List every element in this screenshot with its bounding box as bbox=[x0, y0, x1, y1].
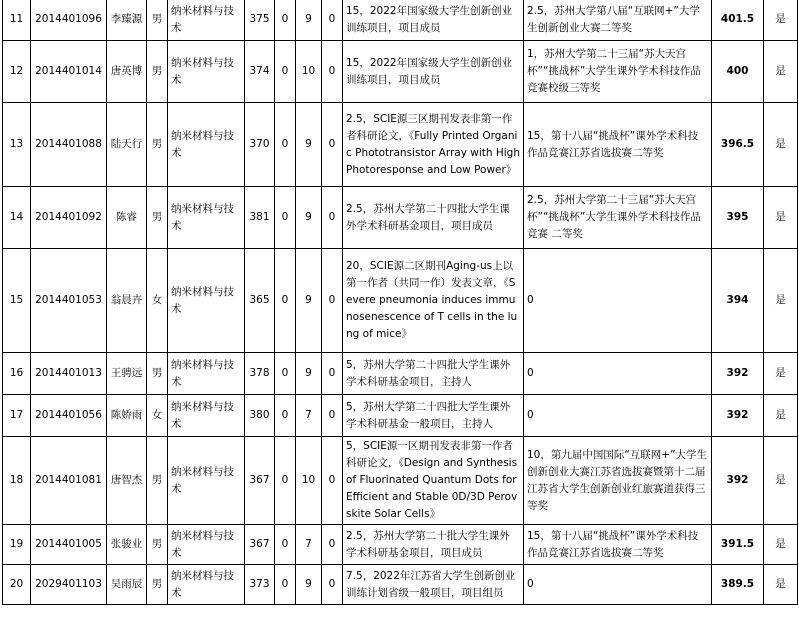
cell-competition-achievement: 0 bbox=[524, 395, 712, 437]
cell-student-name: 陈娇雨 bbox=[107, 395, 147, 437]
cell-result: 是 bbox=[764, 437, 798, 525]
cell-gender: 女 bbox=[147, 395, 168, 437]
cell-student-name: 唐智杰 bbox=[107, 437, 147, 525]
cell-bonus-3: 0 bbox=[322, 41, 343, 103]
cell-student-id: 2029401103 bbox=[31, 565, 107, 605]
cell-major: 纳米材料与技术 bbox=[168, 187, 245, 249]
cell-research-achievement: 2.5，SCIE源三区期刊发表非第一作者科研论文，《Fully Printed Organic Phototransistor Array with High Photoresponse and Low Power》 bbox=[343, 103, 524, 187]
cell-competition-achievement: 0 bbox=[524, 353, 712, 395]
cell-result: 是 bbox=[764, 249, 798, 353]
cell-bonus-2: 9 bbox=[296, 103, 322, 187]
table-body bbox=[3, 0, 798, 605]
cell-competition-achievement: 1，苏州大学第二十三届“苏大天宫杯”“挑战杯”大学生课外学术科技作品竞赛校级三等奖 bbox=[524, 41, 712, 103]
cell-student-id: 2014401056 bbox=[31, 395, 107, 437]
ranking-table bbox=[2, 0, 798, 605]
cell-row-number: 18 bbox=[3, 437, 31, 525]
table-row bbox=[3, 0, 798, 41]
cell-bonus-1: 0 bbox=[275, 103, 296, 187]
cell-score: 381 bbox=[245, 187, 275, 249]
cell-total-score: 389.5 bbox=[712, 565, 764, 605]
cell-student-id: 2014401053 bbox=[31, 249, 107, 353]
cell-student-name: 陆天行 bbox=[107, 103, 147, 187]
cell-score: 367 bbox=[245, 437, 275, 525]
cell-bonus-3: 0 bbox=[322, 249, 343, 353]
cell-row-number: 19 bbox=[3, 525, 31, 565]
cell-gender: 男 bbox=[147, 525, 168, 565]
cell-student-name: 翁晨卉 bbox=[107, 249, 147, 353]
cell-bonus-3: 0 bbox=[322, 187, 343, 249]
cell-gender: 男 bbox=[147, 565, 168, 605]
cell-major: 纳米材料与技术 bbox=[168, 249, 245, 353]
cell-bonus-3: 0 bbox=[322, 353, 343, 395]
cell-student-name: 张骏业 bbox=[107, 525, 147, 565]
cell-bonus-3: 0 bbox=[322, 395, 343, 437]
cell-total-score: 392 bbox=[712, 437, 764, 525]
cell-row-number: 11 bbox=[3, 0, 31, 41]
cell-bonus-2: 10 bbox=[296, 437, 322, 525]
cell-major: 纳米材料与技术 bbox=[168, 103, 245, 187]
cell-major: 纳米材料与技术 bbox=[168, 565, 245, 605]
cell-competition-achievement: 10，第九届中国国际“互联网+”大学生创新创业大赛江苏省选拔赛暨第十二届江苏省大学生创新创业红旅赛道获得三等奖 bbox=[524, 437, 712, 525]
cell-research-achievement: 2.5，苏州大学第二十批大学生课外学术科研基金项目，项目成员 bbox=[343, 525, 524, 565]
cell-row-number: 12 bbox=[3, 41, 31, 103]
cell-bonus-1: 0 bbox=[275, 41, 296, 103]
cell-score: 380 bbox=[245, 395, 275, 437]
cell-competition-achievement: 2.5，苏州大学第八届“互联网+”大学生创新创业大赛二等奖 bbox=[524, 0, 712, 41]
cell-result: 是 bbox=[764, 103, 798, 187]
cell-total-score: 396.5 bbox=[712, 103, 764, 187]
cell-bonus-1: 0 bbox=[275, 395, 296, 437]
cell-competition-achievement: 2.5，苏州大学第二十三届“苏大天宫杯”“挑战杯”大学生课外学术科技作品竞赛 二等奖 bbox=[524, 187, 712, 249]
table-row bbox=[3, 41, 798, 103]
cell-bonus-2: 10 bbox=[296, 41, 322, 103]
cell-research-achievement: 20，SCIE源二区期刊Aging-us上以第一作者（共同一作）发表文章，《Severe pneumonia induces immunosenescence of T cells in the lung of mice》 bbox=[343, 249, 524, 353]
cell-result: 是 bbox=[764, 0, 798, 41]
cell-bonus-1: 0 bbox=[275, 187, 296, 249]
cell-student-id: 2014401096 bbox=[31, 0, 107, 41]
cell-row-number: 13 bbox=[3, 103, 31, 187]
cell-student-id: 2014401088 bbox=[31, 103, 107, 187]
table-row bbox=[3, 437, 798, 525]
cell-major: 纳米材料与技术 bbox=[168, 0, 245, 41]
cell-student-id: 2014401005 bbox=[31, 525, 107, 565]
cell-gender: 男 bbox=[147, 353, 168, 395]
cell-score: 370 bbox=[245, 103, 275, 187]
cell-row-number: 16 bbox=[3, 353, 31, 395]
cell-total-score: 394 bbox=[712, 249, 764, 353]
table-row bbox=[3, 103, 798, 187]
table-row bbox=[3, 565, 798, 605]
cell-competition-achievement: 15，第十八届“挑战杯”课外学术科技作品竞赛江苏省选拔赛二等奖 bbox=[524, 103, 712, 187]
cell-result: 是 bbox=[764, 41, 798, 103]
cell-bonus-2: 7 bbox=[296, 525, 322, 565]
cell-student-name: 吴雨辰 bbox=[107, 565, 147, 605]
table-row bbox=[3, 187, 798, 249]
cell-research-achievement: 2.5，苏州大学第二十四批大学生课外学术科研基金项目，项目成员 bbox=[343, 187, 524, 249]
cell-bonus-1: 0 bbox=[275, 565, 296, 605]
cell-student-id: 2014401013 bbox=[31, 353, 107, 395]
cell-total-score: 395 bbox=[712, 187, 764, 249]
cell-score: 378 bbox=[245, 353, 275, 395]
cell-score: 367 bbox=[245, 525, 275, 565]
cell-bonus-2: 7 bbox=[296, 395, 322, 437]
table-row bbox=[3, 395, 798, 437]
cell-bonus-1: 0 bbox=[275, 249, 296, 353]
cell-research-achievement: 5，苏州大学第二十四批大学生课外学术科研基金项目，主持人 bbox=[343, 353, 524, 395]
table-row bbox=[3, 353, 798, 395]
cell-bonus-2: 9 bbox=[296, 565, 322, 605]
cell-major: 纳米材料与技术 bbox=[168, 525, 245, 565]
cell-result: 是 bbox=[764, 525, 798, 565]
cell-gender: 女 bbox=[147, 249, 168, 353]
cell-row-number: 15 bbox=[3, 249, 31, 353]
cell-student-name: 陈睿 bbox=[107, 187, 147, 249]
cell-score: 365 bbox=[245, 249, 275, 353]
cell-score: 375 bbox=[245, 0, 275, 41]
cell-research-achievement: 5，苏州大学第二十四批大学生课外学术科研基金一般项目，主持人 bbox=[343, 395, 524, 437]
cell-result: 是 bbox=[764, 353, 798, 395]
cell-major: 纳米材料与技术 bbox=[168, 353, 245, 395]
cell-bonus-2: 9 bbox=[296, 187, 322, 249]
cell-bonus-2: 9 bbox=[296, 353, 322, 395]
cell-bonus-1: 0 bbox=[275, 353, 296, 395]
cell-result: 是 bbox=[764, 187, 798, 249]
cell-total-score: 392 bbox=[712, 353, 764, 395]
cell-result: 是 bbox=[764, 565, 798, 605]
cell-competition-achievement: 15，第十八届“挑战杯”课外学术科技作品竞赛江苏省选拔赛二等奖 bbox=[524, 525, 712, 565]
cell-row-number: 14 bbox=[3, 187, 31, 249]
cell-total-score: 392 bbox=[712, 395, 764, 437]
cell-row-number: 20 bbox=[3, 565, 31, 605]
cell-bonus-1: 0 bbox=[275, 0, 296, 41]
cell-student-name: 王骋远 bbox=[107, 353, 147, 395]
cell-student-id: 2014401092 bbox=[31, 187, 107, 249]
cell-bonus-1: 0 bbox=[275, 525, 296, 565]
cell-gender: 男 bbox=[147, 187, 168, 249]
cell-major: 纳米材料与技术 bbox=[168, 41, 245, 103]
cell-bonus-2: 9 bbox=[296, 249, 322, 353]
cell-gender: 男 bbox=[147, 103, 168, 187]
cell-bonus-3: 0 bbox=[322, 0, 343, 41]
cell-bonus-3: 0 bbox=[322, 525, 343, 565]
cell-total-score: 401.5 bbox=[712, 0, 764, 41]
cell-gender: 男 bbox=[147, 0, 168, 41]
cell-total-score: 391.5 bbox=[712, 525, 764, 565]
cell-result: 是 bbox=[764, 395, 798, 437]
cell-gender: 男 bbox=[147, 41, 168, 103]
cell-research-achievement: 15，2022年国家级大学生创新创业训练项目，项目成员 bbox=[343, 0, 524, 41]
cell-score: 373 bbox=[245, 565, 275, 605]
table-row bbox=[3, 249, 798, 353]
cell-competition-achievement: 0 bbox=[524, 565, 712, 605]
cell-research-achievement: 5，SCIE源一区期刊发表非第一作者科研论文，《Design and Synthesis of Fluorinated Quantum Dots for Efficient and Stable 0D/3D Perovskite Solar Cells》 bbox=[343, 437, 524, 525]
cell-bonus-1: 0 bbox=[275, 437, 296, 525]
cell-student-id: 2014401014 bbox=[31, 41, 107, 103]
cell-bonus-3: 0 bbox=[322, 103, 343, 187]
cell-bonus-3: 0 bbox=[322, 437, 343, 525]
cell-major: 纳米材料与技术 bbox=[168, 437, 245, 525]
cell-research-achievement: 7.5，2022年江苏省大学生创新创业训练计划省级一般项目，项目组员 bbox=[343, 565, 524, 605]
cell-student-id: 2014401081 bbox=[31, 437, 107, 525]
cell-research-achievement: 15，2022年国家级大学生创新创业训练项目，项目成员 bbox=[343, 41, 524, 103]
cell-student-name: 李臻源 bbox=[107, 0, 147, 41]
cell-gender: 男 bbox=[147, 437, 168, 525]
cell-student-name: 唐英博 bbox=[107, 41, 147, 103]
cell-major: 纳米材料与技术 bbox=[168, 395, 245, 437]
cell-bonus-2: 9 bbox=[296, 0, 322, 41]
table-row bbox=[3, 525, 798, 565]
cell-bonus-3: 0 bbox=[322, 565, 343, 605]
cell-score: 374 bbox=[245, 41, 275, 103]
cell-row-number: 17 bbox=[3, 395, 31, 437]
cell-competition-achievement: 0 bbox=[524, 249, 712, 353]
cell-total-score: 400 bbox=[712, 41, 764, 103]
